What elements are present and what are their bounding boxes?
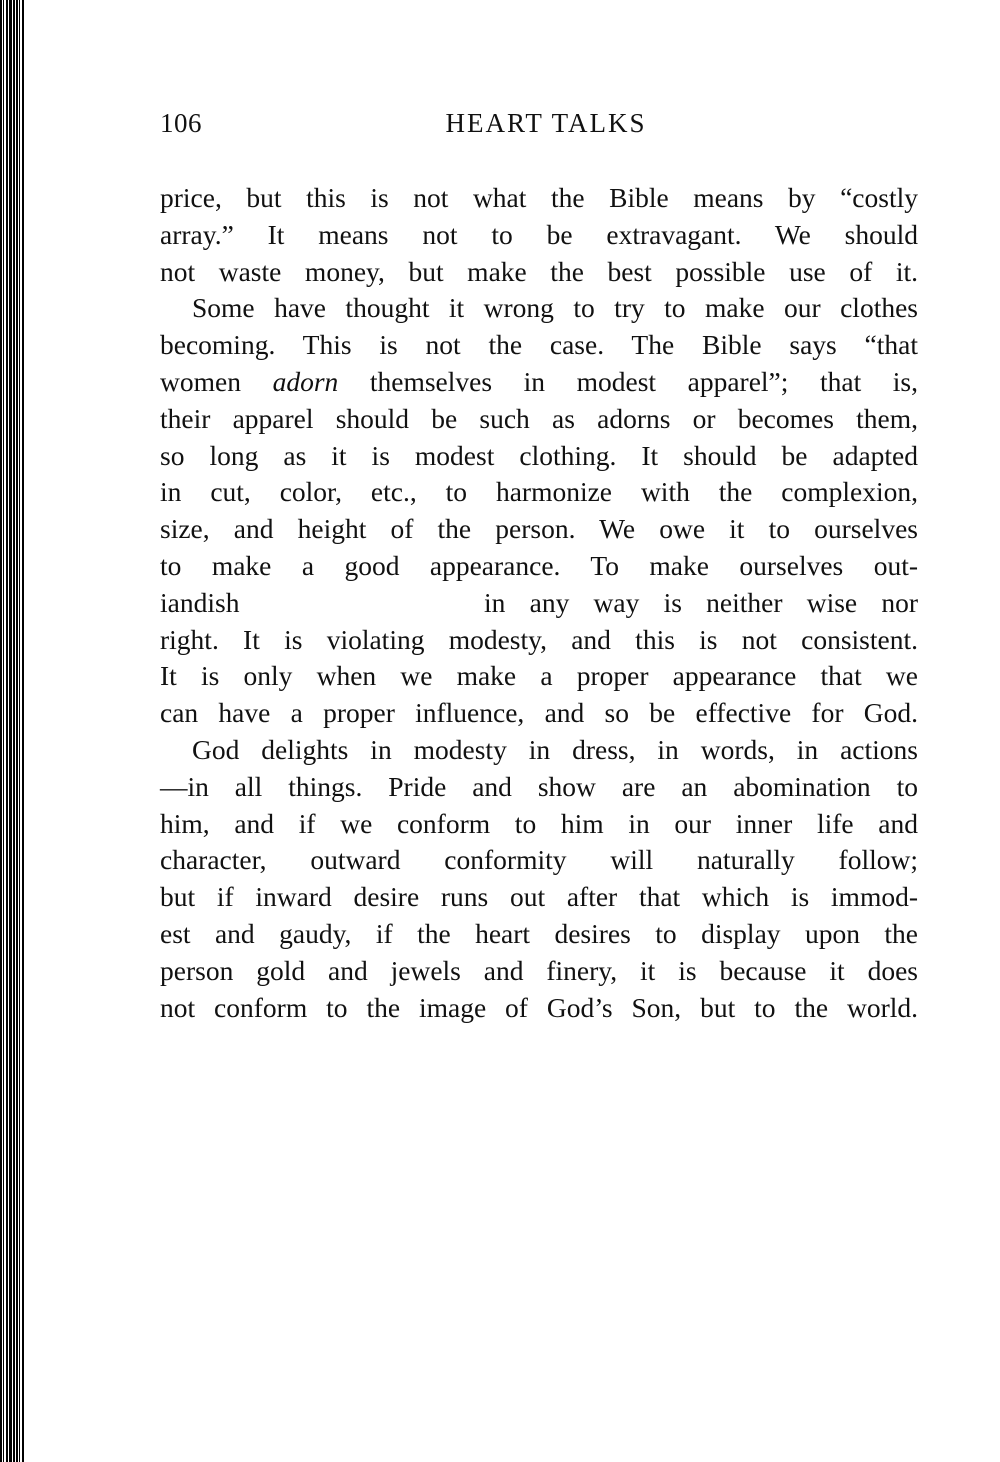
text-line bbox=[160, 364, 918, 401]
text-span: women bbox=[160, 365, 241, 397]
text-line: not waste money, but make the best possible use of it. bbox=[160, 255, 918, 287]
text-line: can have a proper influence, and so be effective for God. bbox=[160, 697, 918, 729]
text-line: size, and height of the person. We owe it to ourselves bbox=[160, 513, 918, 545]
text-line: so long as it is modest clothing. It should be adapted bbox=[160, 439, 918, 471]
text-line-with-gap bbox=[160, 585, 918, 622]
italic-word: adorn bbox=[272, 365, 339, 397]
paragraph-start-line: God delights in modesty in dress, in words, in actions bbox=[192, 733, 918, 765]
text-line: him, and if we conform to him in our inner life and bbox=[160, 807, 918, 839]
page-body bbox=[160, 180, 918, 1026]
text-span: in any way is neither wise nor bbox=[484, 586, 918, 618]
running-title: HEART TALKS bbox=[445, 108, 647, 138]
book-binding-edge bbox=[0, 0, 24, 1462]
paragraph-start-line: Some have thought it wrong to try to make our clothes bbox=[192, 292, 918, 324]
text-line: It is only when we make a proper appearance that we bbox=[160, 660, 918, 692]
text-line: price, but this is not what the Bible means by “costly bbox=[160, 182, 918, 213]
text-line: not conform to the image of God’s Son, but to the world. bbox=[160, 991, 918, 1023]
text-line: their apparel should be such as adorns or becomes them, bbox=[160, 402, 918, 434]
text-line: —in all things. Pride and show are an abomination to bbox=[160, 770, 918, 802]
text-line: in cut, color, etc., to harmonize with the complexion, bbox=[160, 476, 918, 508]
page-number: 106 bbox=[160, 108, 202, 138]
text-span: iandish bbox=[160, 586, 240, 618]
text-line: but if inward desire runs out after that which is immod- bbox=[160, 881, 918, 913]
text-line: array.” It means not to be extravagant. We should bbox=[160, 218, 918, 250]
text-line: right. It is violating modesty, and this is not consistent. bbox=[160, 623, 918, 655]
text-line: est and gaudy, if the heart desires to display upon the bbox=[160, 917, 918, 949]
text-span: themselves in modest apparel”; that is, bbox=[369, 365, 919, 397]
text-line: becoming. This is not the case. The Bible says “that bbox=[160, 329, 918, 361]
text-line: person gold and jewels and finery, it is because it does bbox=[160, 954, 918, 986]
page-header bbox=[160, 108, 920, 144]
text-line: character, outward conformity will naturally follow; bbox=[160, 844, 918, 876]
text-line: to make a good appearance. To make ourselves out- bbox=[160, 549, 918, 581]
